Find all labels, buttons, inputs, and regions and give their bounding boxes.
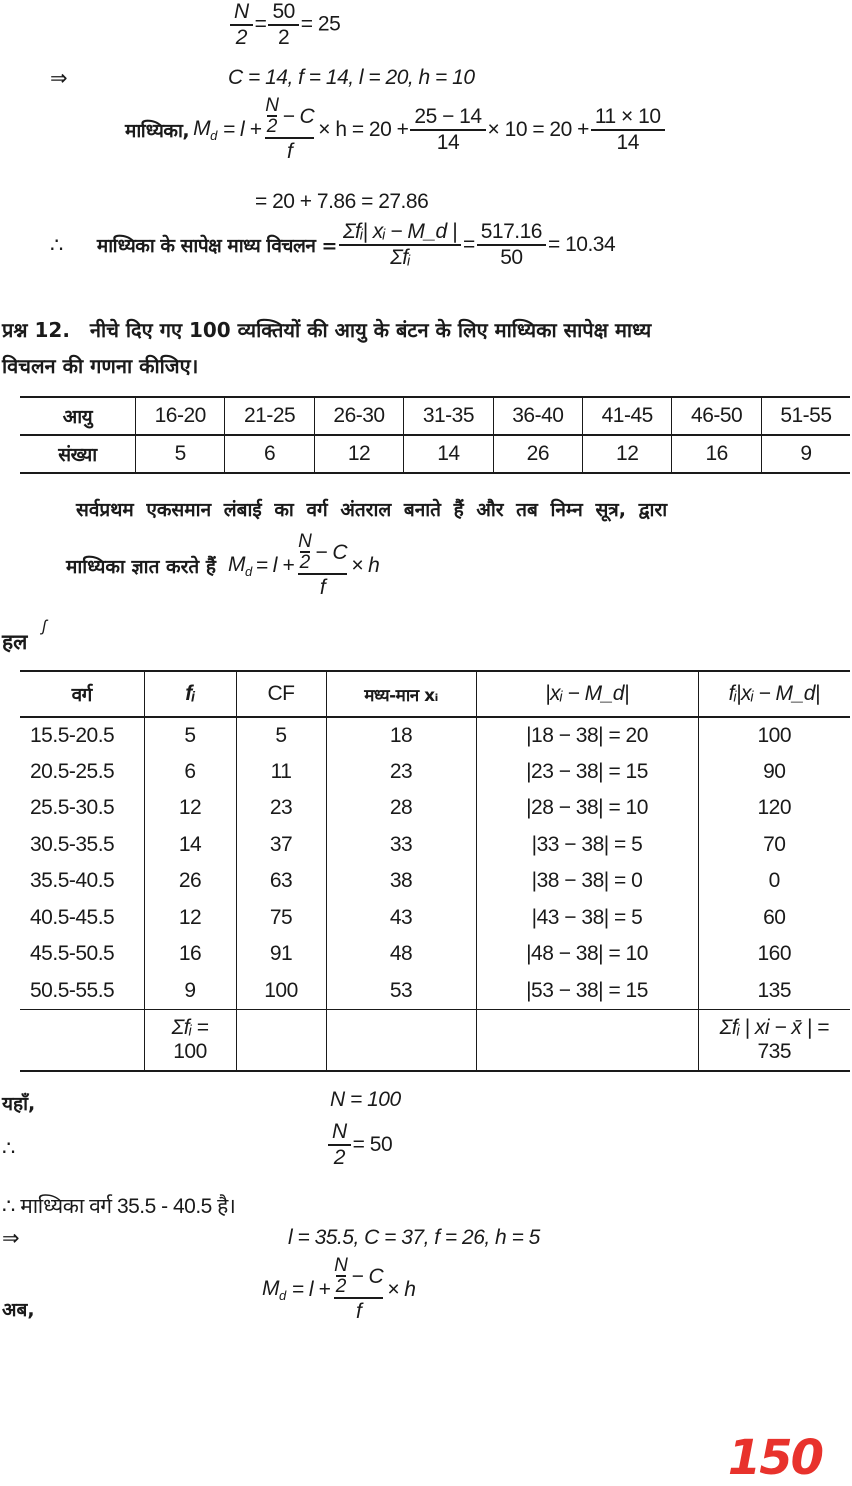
times-10: × 10 = 20 + <box>487 118 589 142</box>
class-cell: 45.5-50.5 <box>20 936 144 973</box>
count-cell: 14 <box>404 435 493 472</box>
cf-cell: 75 <box>236 900 326 937</box>
deviation-cell: |43 − 38| = 5 <box>476 900 698 937</box>
fi-cell: 12 <box>144 900 236 937</box>
cf-cell: 91 <box>236 936 326 973</box>
cf-cell: 11 <box>236 754 326 791</box>
md-symbol: $M_d$ <box>262 1276 286 1304</box>
table-row <box>20 790 850 827</box>
equals: = <box>254 12 267 36</box>
explain-line-1: सर्वप्रथम एकसमान लंबाई का वर्ग अंतराल बनाते हैं और तब निम्न सूत्र, द्वारा <box>76 499 668 521</box>
class-cell: 20.5-25.5 <box>20 754 144 791</box>
question-text-1: नीचे दिए गए 100 व्यक्तियों की आयु के बंटन के लिए माध्यिका सापेक्ष माध्य <box>89 318 652 342</box>
result-25: = 25 <box>300 12 341 36</box>
weighted-deviation-cell: 70 <box>763 832 786 856</box>
fraction-3: $\frac{11 \times 10}{14}$ <box>593 105 663 155</box>
table-row <box>20 973 850 1010</box>
therefore-symbol: ∴ <box>2 1137 15 1160</box>
midvalue-cell: 33 <box>326 827 476 864</box>
total-empty <box>236 1009 326 1071</box>
given-params: C = 14, f = 14, l = 20, h = 10 <box>228 66 475 89</box>
header-weighted-deviation: fᵢ|xᵢ − M_d| <box>728 682 820 705</box>
mad-fraction: $\frac{\text{Σfᵢ| xᵢ − M\_d |}}{\text{Σfᵢ}}$ <box>341 220 459 270</box>
two-den: 2 <box>268 24 298 50</box>
solution-body <box>20 717 850 1009</box>
deviation-cell: |33 − 38| = 5 <box>476 827 698 864</box>
header-deviation: |xᵢ − M_d| <box>476 671 698 717</box>
class-cell: 30.5-35.5 <box>20 827 144 864</box>
median-result-line: = 20 + 7.86 = 27.86 <box>255 190 429 213</box>
weighted-deviation-cell: 60 <box>763 905 786 929</box>
solution-table-wrap <box>20 670 850 1072</box>
cf-cell: 37 <box>236 827 326 864</box>
count-cell: 12 <box>314 435 403 472</box>
median-label: माध्यिका, <box>125 120 190 143</box>
header-class: वर्ग <box>20 671 144 717</box>
question-text-2: विचलन की गणना कीजिए। <box>2 354 199 378</box>
deviation-cell: |53 − 38| = 15 <box>476 973 698 1010</box>
table-row <box>20 900 850 937</box>
hal-mark-icon: ʃ <box>42 618 47 635</box>
times-h: × h = 20 + <box>318 118 409 142</box>
implies-arrow: ⇒ <box>50 67 68 90</box>
count-cell: 5 <box>136 435 225 472</box>
total-f: Σfᵢ = 100 <box>144 1009 236 1071</box>
fi-cell: 26 <box>144 863 236 900</box>
midvalue-cell: 28 <box>326 790 476 827</box>
cf-cell: 23 <box>236 790 326 827</box>
class-cell: 35.5-40.5 <box>20 863 144 900</box>
times-h: × h <box>387 1278 416 1302</box>
deviation-cell: |38 − 38| = 0 <box>476 863 698 900</box>
fi-cell: 12 <box>144 790 236 827</box>
age-row <box>20 398 850 435</box>
md-symbol: $M_d$ <box>193 116 217 144</box>
class-cell: 50.5-55.5 <box>20 973 144 1010</box>
count-row <box>20 435 850 472</box>
count-cell: 16 <box>672 435 761 472</box>
fi-cell: 6 <box>144 754 236 791</box>
weighted-deviation-cell: 160 <box>757 942 792 966</box>
distribution-table <box>20 398 850 472</box>
age-header: आयु <box>20 398 136 435</box>
formula-eq: = l + <box>291 1278 331 1302</box>
mad-eq: = <box>462 233 475 257</box>
fraction-2: $\frac{25 - 14}{14}$ <box>412 105 483 155</box>
age-range: 51-55 <box>780 404 832 427</box>
mad-fraction-2: $\frac{517.16}{50}$ <box>479 220 544 270</box>
fi-cell: 14 <box>144 827 236 864</box>
cf-cell: 100 <box>236 973 326 1010</box>
header-midvalue: मध्य-मान xᵢ <box>326 671 476 717</box>
age-range: 31-35 <box>404 398 493 435</box>
weighted-deviation-cell: 135 <box>757 978 792 1002</box>
median-class-line: ∴ माध्यिका वर्ग 35.5 - 40.5 है। <box>2 1195 236 1218</box>
class-cell: 25.5-30.5 <box>20 790 144 827</box>
page-number: 150 <box>727 1430 822 1486</box>
class-cell: 15.5-20.5 <box>20 717 144 754</box>
cf-cell: 63 <box>236 863 326 900</box>
age-range: 41-45 <box>583 398 672 435</box>
midvalue-cell: 43 <box>326 900 476 937</box>
fi-cell: 9 <box>144 973 236 1010</box>
count-cell: 9 <box>800 442 812 465</box>
total-row <box>20 1009 850 1071</box>
weighted-deviation-cell: 90 <box>763 759 786 783</box>
table-row <box>20 717 850 754</box>
therefore-symbol: ∴ <box>50 233 63 257</box>
deviation-cell: |18 − 38| = 20 <box>476 717 698 754</box>
midvalue-cell: 48 <box>326 936 476 973</box>
age-range: 16-20 <box>136 398 225 435</box>
table-row <box>20 827 850 864</box>
total-empty <box>326 1009 476 1071</box>
question-block <box>2 312 651 384</box>
age-range: 46-50 <box>672 398 761 435</box>
deviation-cell: |23 − 38| = 15 <box>476 754 698 791</box>
ab-label: अब, <box>2 1299 35 1321</box>
header-row <box>20 671 850 717</box>
age-range: 26-30 <box>314 398 403 435</box>
formula-fraction: N 2 − C f <box>334 1255 384 1323</box>
fifty: 50 <box>272 0 295 23</box>
final-formula <box>262 1256 415 1324</box>
solution-table <box>20 670 850 1072</box>
table-row <box>20 936 850 973</box>
header-fi: fᵢ <box>144 671 236 717</box>
age-range: 36-40 <box>493 398 582 435</box>
midvalue-cell: 23 <box>326 754 476 791</box>
formula-fraction: N 2 − C f <box>298 531 348 599</box>
question-label: प्रश्न 12. <box>2 318 70 342</box>
mad-label: माध्यिका के सापेक्ष माध्य विचलन = <box>96 235 337 258</box>
total-empty <box>20 1009 144 1071</box>
class-cell: 40.5-45.5 <box>20 900 144 937</box>
count-header: संख्या <box>20 435 136 472</box>
fi-cell: 16 <box>144 936 236 973</box>
median-fraction: N 2 − C f <box>265 95 315 163</box>
hal-label: हल <box>2 630 28 654</box>
fi-cell: 5 <box>144 717 236 754</box>
md-symbol: $M_d$ <box>227 552 252 580</box>
deviation-cell: |28 − 38| = 10 <box>476 790 698 827</box>
midvalue-cell: 18 <box>326 717 476 754</box>
times-h: × h <box>351 554 380 578</box>
explain-line-2 <box>66 532 379 600</box>
n-by-2-line <box>228 0 340 50</box>
midvalue-cell: 38 <box>326 863 476 900</box>
midvalue-cell: 53 <box>326 973 476 1010</box>
implies-arrow: ⇒ <box>2 1227 20 1250</box>
table-row <box>20 863 850 900</box>
cf-cell: 5 <box>236 717 326 754</box>
table-row <box>20 754 850 791</box>
n-equals-100: N = 100 <box>330 1088 401 1111</box>
two-symbol: 2 <box>230 24 253 50</box>
mad-line <box>50 220 615 270</box>
half-n-line: $\frac{N}{2}$ = 50 <box>326 1120 392 1170</box>
total-empty <box>476 1009 698 1071</box>
weighted-deviation-cell: 120 <box>757 796 792 820</box>
mad-result: = 10.34 <box>547 233 616 257</box>
n-symbol: N <box>234 0 249 23</box>
deviation-cell: |48 − 38| = 10 <box>476 936 698 973</box>
weighted-deviation-cell: 0 <box>768 869 780 893</box>
formula-eq: = l + <box>255 554 295 578</box>
formula-lhs: = l + <box>222 118 262 142</box>
count-cell: 26 <box>493 435 582 472</box>
yahan-label: यहाँ, <box>2 1093 36 1115</box>
given-params-2: l = 35.5, C = 37, f = 26, h = 5 <box>288 1226 540 1249</box>
age-range: 21-25 <box>225 398 314 435</box>
header-cf: CF <box>236 671 326 717</box>
count-cell: 12 <box>583 435 672 472</box>
distribution-table-wrap <box>20 396 850 474</box>
total-deviation: Σfᵢ | xi − x̄ | = 735 <box>719 1015 829 1063</box>
median-formula-line <box>125 96 667 164</box>
count-cell: 6 <box>225 435 314 472</box>
weighted-deviation-cell: 100 <box>757 723 792 747</box>
explain-label: माध्यिका ज्ञात करते हैं <box>66 556 216 579</box>
